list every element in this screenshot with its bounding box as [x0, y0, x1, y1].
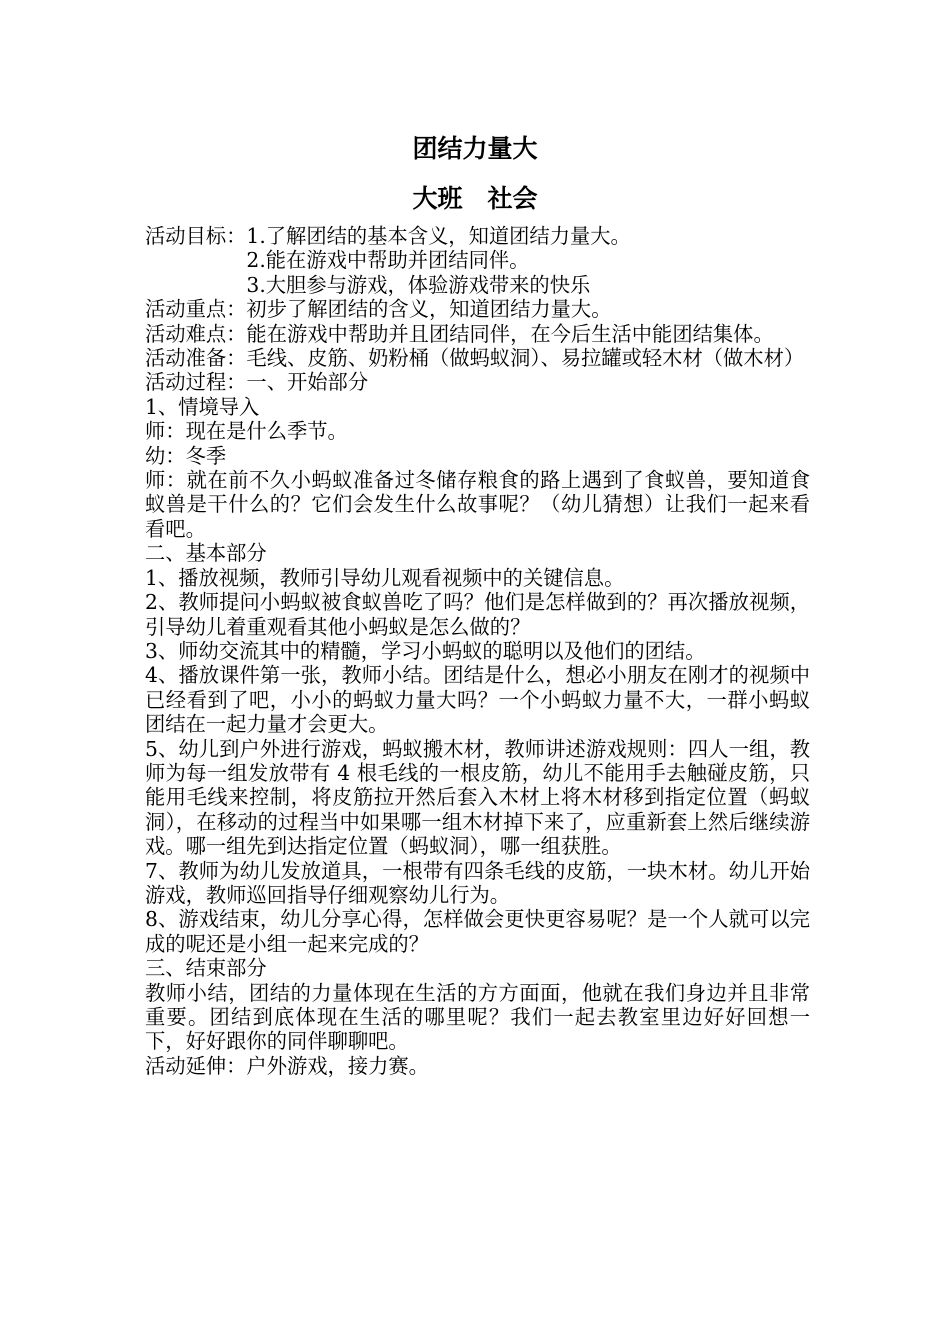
- paragraph-extension: 活动延伸：户外游戏，接力赛。: [145, 1053, 429, 1078]
- page-title: 团结力量大: [412, 134, 538, 163]
- goals-list: [246, 224, 810, 297]
- paragraph-key-point: 活动重点：初步了解团结的含义，知道团结力量大。: [145, 297, 612, 322]
- paragraph-process-heading: 活动过程：一、开始部分: [145, 370, 369, 395]
- paragraph-dialogue: 师：现在是什么季节。: [145, 419, 348, 444]
- paragraph-section-heading: 三、结束部分: [145, 956, 267, 981]
- page-subtitle: 大班 社会: [412, 184, 538, 213]
- paragraph-step: 4、播放课件第一张，教师小结。团结是什么，想必小朋友在刚才的视频中已经看到了吧，小小的蚂蚁力量大吗？一个小蚂蚁力量不大，一群小蚂蚁团结在一起力量才会更大。: [145, 663, 810, 737]
- document-body: [145, 224, 810, 1078]
- goal-item: 2.能在游戏中帮助并团结同伴。: [246, 248, 530, 273]
- paragraph-dialogue: 师：就在前不久小蚂蚁准备过冬储存粮食的路上遇到了食蚁兽，要知道食蚁兽是干什么的？它们会发生什么故事呢？（幼儿猜想）让我们一起来看看吧。: [145, 468, 810, 541]
- paragraph-step: 7、教师为幼儿发放道具，一根带有四条毛线的皮筋，一块木材。幼儿开始游戏，教师巡回指导仔细观察幼儿行为。: [145, 858, 810, 907]
- activity-goals: [145, 224, 810, 297]
- paragraph-step: 5、幼儿到户外进行游戏，蚂蚁搬木材，教师讲述游戏规则：四人一组，教师为每一组发放带有 4 根毛线的一根皮筋，幼儿不能用手去触碰皮筋，只能用毛线来控制，将皮筋拉开然后套入木材上将木材移到指定位置（蚂蚁洞），在移动的过程当中如果哪一组木材掉下来了，应重新套上然后继续游戏。哪一组先到达指定位置（蚂蚁洞），哪一组获胜。: [145, 736, 810, 859]
- paragraph-dialogue: 幼：冬季: [145, 443, 227, 468]
- paragraph-preparation: 活动准备：毛线、皮筋、奶粉桶（做蚂蚁洞）、易拉罐或轻木材（做木材）: [145, 346, 805, 371]
- goal-item: 3.大胆参与游戏，体验游戏带来的快乐: [246, 272, 591, 297]
- goal-item: 1.了解团结的基本含义，知道团结力量大。: [246, 224, 631, 248]
- paragraph-difficulty: 活动难点：能在游戏中帮助并且团结同伴，在今后生活中能团结集体。: [145, 321, 774, 346]
- paragraph-step: 3、师幼交流其中的精髓，学习小蚂蚁的聪明以及他们的团结。: [145, 638, 706, 663]
- paragraph-step: 2、教师提问小蚂蚁被食蚁兽吃了吗？他们是怎样做到的？再次播放视频，引导幼儿着重观看其他小蚂蚁是怎么做的？: [145, 590, 810, 639]
- paragraph-summary: 教师小结，团结的力量体现在生活的方方面面，他就在我们身边并且非常重要。团结到底体现在生活的哪里呢？我们一起去教室里边好好回想一下，好好跟你的同伴聊聊吧。: [145, 980, 810, 1054]
- paragraph-step: 1、播放视频，教师引导幼儿观看视频中的关键信息。: [145, 565, 625, 590]
- paragraph-section-heading: 二、基本部分: [145, 541, 267, 566]
- paragraph-step: 8、游戏结束，幼儿分享心得，怎样做会更快更容易呢？是一个人就可以完成的呢还是小组一起来完成的？: [145, 907, 810, 956]
- paragraph-step: 1、情境导入: [145, 394, 260, 419]
- goals-label: 活动目标：: [145, 224, 247, 248]
